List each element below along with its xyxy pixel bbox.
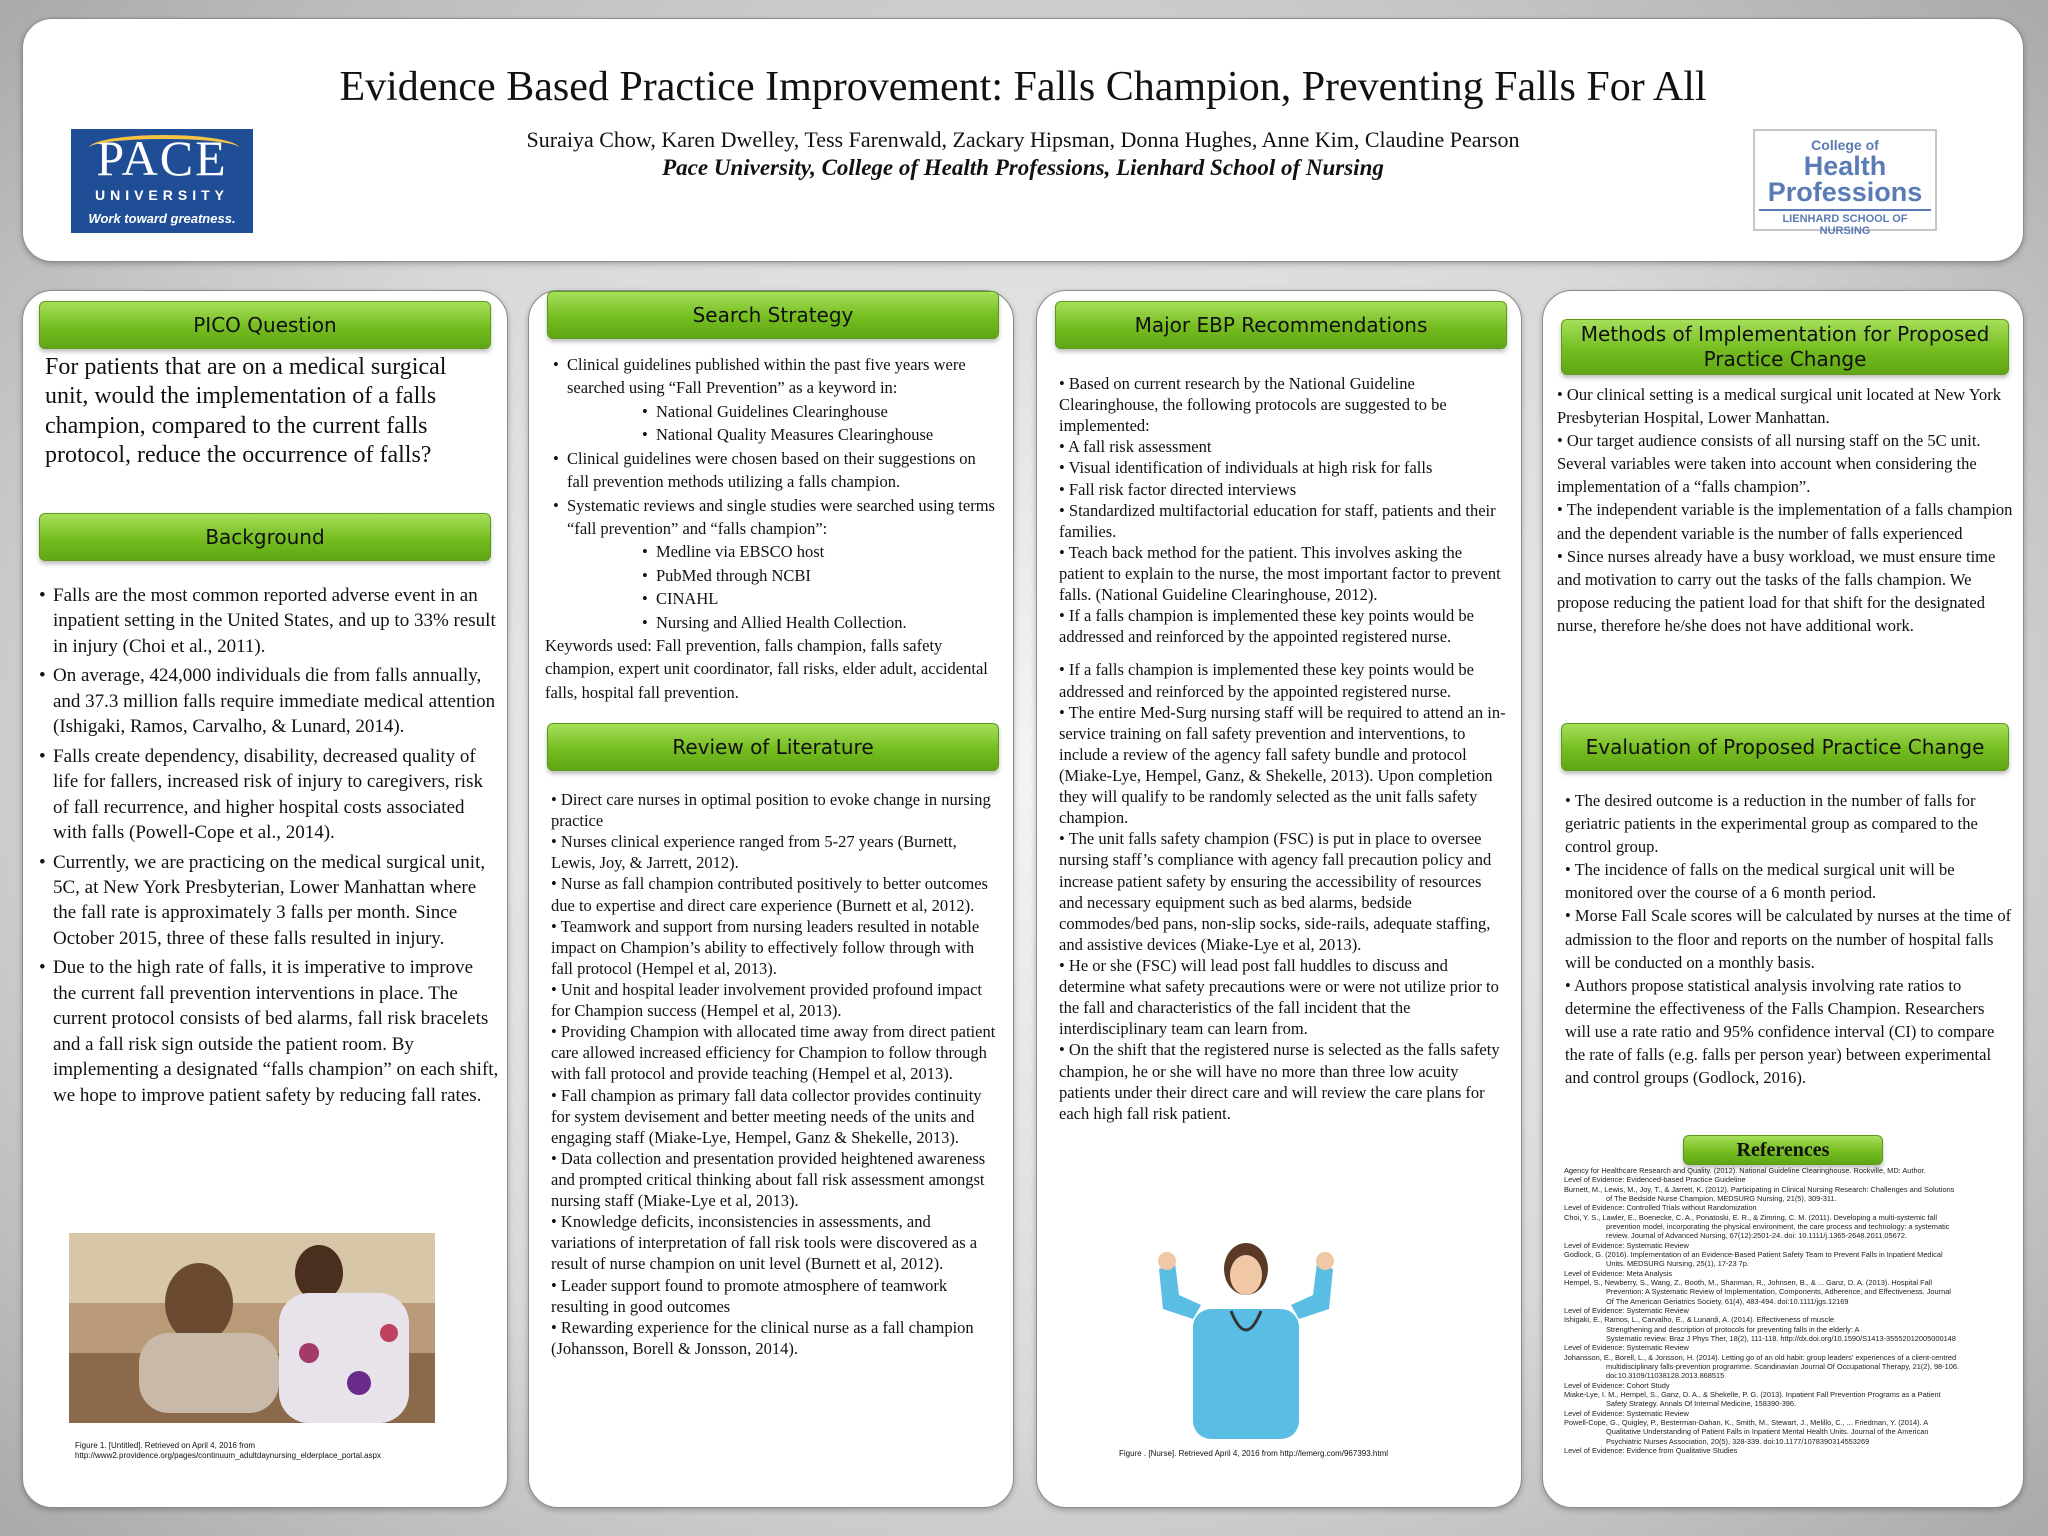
header-panel [22,18,2024,262]
column-1-panel [22,290,508,1508]
recommendation-item: • A fall risk assessment [1059,437,1212,457]
methods-item: • Our target audience consists of all nursing staff on the 5C unit. Several variables were taken into account when considering the implementation of a “falls champion”. [1557,431,1981,497]
literature-item: • Unit and hospital leader involvement provided profound impact for Champion success (Hempel et al, 2013). [551,979,983,1021]
reference-line: Choi, Y. S., Lawler, E., Boenecke, C. A., Ponatoski, E. R., & Zimring, C. M. (2011). Developing a multi-systemic fall [1564,1212,1937,1222]
reference-line: Johansson, E., Borell, L., & Jonsson, H. (2014). Letting go of an old habit: group leaders' experiences of a client-centred [1564,1352,1957,1362]
chp-logo-line2: Health [1803,151,1887,181]
literature-item: • Providing Champion with allocated time away from direct patient care allowed increased efficiency for Champion to follow through with fall protocol and provide teaching (Hempel et al, 2013). [551,1022,996,1084]
search-strategy-text [545,353,999,704]
reference-line: Systematic review. Braz J Phys Ther, 18(2), 111-118. http://dx.doi.org/10.1590/S1413-35552012005000148 [1606,1333,1956,1343]
reference-line: Units. MEDSURG Nursing, 25(1), 17-23 7p. [1606,1259,1749,1269]
reference-line: Agency for Healthcare Research and Quality. (2012). National Guideline Clearinghouse. Rockville, MD: Author. [1564,1166,1926,1175]
reference-line: Level of Evidence: Systematic Review [1564,1408,1689,1418]
search-sub-item: • National Guidelines Clearinghouse [656,400,999,423]
references-list [1564,1166,2012,1455]
figure-1-caption-line1: Figure 1. [Untitled]. Retrieved on April 4, 2016 from [75,1441,256,1450]
background-item: • Falls create dependency, disability, decreased quality of life for fallers, increased risk of injury to caregivers, risk of fall recurrence, and higher hospital costs associated with falls (Powell-Cope et al., 2014). [53,744,499,846]
background-list [37,583,499,1112]
reference-line: Ishigaki, E., Ramos, L., Carvalho, E., & Lunardi, A. (2014). Effectiveness of muscle [1564,1315,1835,1325]
background-item: • On average, 424,000 individuals die from falls annually, and 37.3 million falls require immediate medical attention (Ishigaki, Ramos, Carvalho, & Lunard, 2014). [53,663,499,739]
literature-item: • Fall champion as primary fall data collector provides continuity for system devisement and better meeting needs of the units and engaging staff (Miake-Lye, Hempel, Ganz & Shekelle, 2013). [551,1085,982,1147]
search-item-1: • Clinical guidelines published within the past five years were searched using “Fall Prevention” as a keyword in: [567,353,999,400]
recommendation-item: • Teach back method for the patient. This involves asking the patient to explain to the nurse, the most important factor to prevent falls. (National Guideline Clearinghouse, 2012). [1059,542,1501,605]
literature-item: • Rewarding experience for the clinical nurse as a fall champion (Johansson, Borell & Jonsson, 2014). [551,1317,974,1358]
reference-line: Level of Evidence: Evidenced-based Practice Guideline [1564,1175,1746,1185]
search-heading: Search Strategy [547,291,999,339]
affiliation: Pace University, College of Health Professions, Lienhard School of Nursing [662,155,1384,180]
authors: Suraiya Chow, Karen Dwelley, Tess Farenwald, Zackary Hipsman, Donna Hughes, Anne Kim, Claudine Pearson [526,127,1520,152]
figure-1-caption-line2: http://www2.providence.org/pages/continuum_adultdaynursing_elderplace_portal.aspx [75,1451,381,1460]
literature-item: • Data collection and presentation provided heightened awareness and prompted critical thinking about fall risk assessment amongst nursing staff (Miake-Lye et al, 2013). [551,1148,986,1211]
evaluation-item: • Morse Fall Scale scores will be calculated by nurses at the time of admission to the floor and reports on the number of hospital falls will be conducted on a monthly basis. [1565,906,2012,972]
figure-nurse-caption: Figure . [Nurse]. Retrieved April 4, 2016 from http://lemerg.com/967393.html [1119,1449,1389,1458]
reference-line: of The Bedside Nurse Champion. MEDSURG Nursing, 21(5), 309-311. [1606,1193,1837,1203]
reference-line: Level of Evidence: Cohort Study [1564,1380,1670,1390]
references-heading: References [1683,1135,1883,1165]
literature-item: • Nurse as fall champion contributed positively to better outcomes due to expertise and direct care experience (Burnett et al, 2012). [551,874,988,915]
reference-line: Prevention: A Systematic Review of Implementation, Components, Adherence, and Effectiveness. Journal [1606,1287,1951,1297]
recommendation-item: • On the shift that the registered nurse is selected as the falls safety champion, he or she will have no more than three low acuity patients under their direct care and will review the care plans for each high fall risk patient. [1059,1040,1500,1123]
chp-logo-line3: Professions [1767,177,1923,207]
reference-line: Of The American Geriatrics Society, 61(4), 483-494. doi:10.1111/jgs.12169 [1606,1296,1849,1306]
elderly-care-photo [69,1233,435,1423]
literature-heading: Review of Literature [547,723,999,771]
methods-item: • The independent variable is the implementation of a falls champion and the dependent variable is the number of falls experienced [1557,500,2013,543]
recommendation-item: • Visual identification of individuals at high risk for falls [1059,458,1433,478]
literature-item: • Leader support found to promote atmosphere of teamwork resulting in good outcomes [551,1275,948,1316]
pace-swoosh-icon [89,135,239,161]
chp-logo-line4: LIENHARD SCHOOL OF NURSING [1759,209,1931,237]
reference-line: Safety Strategy. Annals Of Internal Medicine, 158390-396. [1606,1399,1797,1409]
recommendation-item: • Standardized multifactorial education for staff, patients and their families. [1059,500,1496,541]
search-item-3: • Systematic reviews and single studies were searched using terms “fall prevention” and “falls champion”: [567,494,999,541]
reference-line: review. Journal of Advanced Nursing, 67(12):2501-24. doi: 10.1111/j.1365-2648.2011.05672. [1606,1231,1908,1241]
reference-line: Miake-Lye, I. M., Hempel, S., Ganz, D. A., & Shekelle, P. G. (2013). Inpatient Fall Prevention Programs as a Patient [1564,1389,1941,1399]
literature-list [551,789,999,1359]
column-2-panel [528,290,1014,1508]
figure-1-caption [75,1441,495,1461]
pace-logo-university: UNIVERSITY [94,187,229,203]
background-item: • Currently, we are practicing on the medical surgical unit, 5C, at New York Presbyterian, Lower Manhattan where the fall rate is approximately 3 falls per month. Since October 2015, three of these falls resulted in injury. [53,850,499,952]
pico-question: For patients that are on a medical surgical unit, would the implementation of a falls champion, compared to the current falls protocol, reduce the occurrence of falls? [45,354,447,468]
methods-item: • Our clinical setting is a medical surgical unit located at New York Presbyterian Hospital, Lower Manhattan. [1557,385,2001,428]
column-3-panel [1036,290,1522,1508]
search-sub-item: • National Quality Measures Clearinghouse [656,423,999,446]
reference-line: Burnett, M., Lewis, M., Joy, T., & Jarrett, K. (2012). Participating in Clinical Nursing Research: Challenges and Solutions [1564,1184,1955,1194]
methods-heading: Methods of Implementation for Proposed Practice Change [1561,319,2009,375]
search-item-2: • Clinical guidelines were chosen based on their suggestions on fall prevention methods utilizing a falls champion. [567,447,999,494]
reference-line: Level of Evidence: Systematic Review [1564,1240,1689,1250]
background-item: • Falls are the most common reported adverse event in an inpatient setting in the United States, and up to 33% result in injury (Choi et al., 2011). [53,583,499,659]
evaluation-item: • The incidence of falls on the medical surgical unit will be monitored over the course of a 6 month period. [1565,860,1955,903]
recommendations-heading: Major EBP Recommendations [1055,301,1507,349]
reference-line: Level of Evidence: Systematic Review [1564,1305,1689,1315]
reference-line: multidisciplinary falls-prevention programme. Scandinavian Journal Of Occupational Therapy, 21(2), 98-106. [1606,1361,1960,1371]
pace-university-logo [71,129,253,233]
recommendation-item: • The entire Med-Surg nursing staff will be required to attend an in-service training on fall safety prevention and interventions, to include a review of the agency fall safety bundle and protocol (Miake-Lye, Hempel, Ganz, & Shekelle, 2013). Upon completion they will qualify to be randomly selected as the unit falls safety champion. [1059,702,1506,828]
reference-line: Level of Evidence: Systematic Review [1564,1343,1689,1353]
chp-logo-line1: College of [1811,137,1879,153]
pace-logo-name: PACE [96,130,228,186]
chp-logo [1753,129,1937,237]
recommendation-item: • If a falls champion is implemented these key points would be addressed and reinforced by the appointed registered nurse. [1059,660,1474,701]
reference-line: prevention model, incorporating the physical environment, the care process and technology: a systematic [1606,1221,1950,1231]
search-sub-item: • Nursing and Allied Health Collection. [656,611,999,634]
reference-line: Strengthening and description of protocols for preventing falls in the elderly: A [1606,1324,1860,1334]
background-heading: Background [39,513,491,561]
literature-item: • Teamwork and support from nursing leaders resulted in notable impact on Champion’s ability to effectively follow through with fall protocol (Hempel et al, 2013). [551,916,980,978]
recommendation-item: • Fall risk factor directed interviews [1059,479,1297,499]
nurse-photo [1153,1239,1339,1439]
reference-line: Psychiatric Nurses Association, 20(5), 328-339. doi:10.1177/1078390314553269 [1606,1436,1870,1446]
background-item: • Due to the high rate of falls, it is imperative to improve the current fall prevention interventions in place. The current protocol consists of bed alarms, fall risk bracelets and a fall risk sign outside the patient room. By implementing a designated “falls champion” on each shift, we hope to improve patient safety by reducing fall rates. [53,955,499,1108]
recommendation-item: • The unit falls safety champion (FSC) is put in place to oversee nursing staff’s compliance with agency fall precaution policy and increase patient safety by ensuring the accessibility of resources and necessary equipment such as bed alarms, bedside commodes/bed pans, non-slip socks, side-rails, adequate staffing, and assistive devices (Miake-Lye et al, 2013). [1059,829,1492,954]
reference-line: Level of Evidence: Evidence from Qualitative Studies [1564,1445,1738,1455]
methods-item: • Since nurses already have a busy workload, we must ensure time and motivation to carry out the tasks of the falls champion. We propose reducing the patient load for that shift for the designated nurse, therefore he/she does not have additional work. [1557,546,1996,635]
literature-item: • Knowledge deficits, inconsistencies in assessments, and variations of interpretation of fall risk tools were discovered as a result of nurse champion on unit level (Burnett et al, 2012). [551,1212,978,1274]
reference-line: Godlock, G. (2016). Implementation of an Evidence-Based Patient Safety Team to Prevent Falls in Inpatient Medical [1564,1249,1943,1259]
reference-line: doi:10.3109/11038128.2013.868515 [1606,1371,1725,1381]
reference-line: Powell-Cope, G., Quigley, P., Besterman-Dahan, K., Smith, M., Stewart, J., Melillo, C., ... Friedman, Y. (2014). A [1564,1417,1929,1427]
methods-list [1557,383,2013,637]
search-sub-item: • PubMed through NCBI [656,564,999,587]
reference-line: Level of Evidence: Controlled Trials without Randomization [1564,1203,1757,1213]
recommendations-list [1059,373,1509,1124]
evaluation-item: • Authors propose statistical analysis involving rate ratios to determine the effectiveness of the Falls Champion. Researchers will use a rate ratio and 95% confidence interval (CI) to compare the rate of falls (e.g. falls per person year) between experimental and control groups (Godlock, 2016). [1565,975,1995,1088]
pace-logo-tagline: Work toward greatness. [88,211,236,226]
evaluation-item: • The desired outcome is a reduction in the number of falls for geriatric patients in the experimental group as compared to the control group. [1565,791,1978,857]
recommendation-item: • He or she (FSC) will lead post fall huddles to discuss and determine what safety precautions were or were not utilize prior to the fall and characteristics of the fall incident that the interdisciplinary team can learn from. [1059,955,1499,1039]
search-sub-item: • Medline via EBSCO host [656,540,999,563]
pico-heading: PICO Question [39,301,491,349]
search-keywords: Keywords used: Fall prevention, falls champion, falls safety champion, expert unit coordinator, fall risks, elder adult, accidental falls, hospital fall prevention. [545,636,988,702]
recommendation-item: • If a falls champion is implemented these key points would be addressed and reinforced by the appointed registered nurse. [1059,606,1474,647]
search-sub-item: • CINAHL [656,587,999,610]
reference-line: Level of Evidence: Meta Analysis [1564,1268,1673,1278]
evaluation-heading: Evaluation of Proposed Practice Change [1561,723,2009,771]
reference-line: Hempel, S., Newberry, S., Wang, Z., Booth, M., Shanman, R., Johnsen, B., & ... Ganz, D. A. (2013). Hospital Fall [1564,1277,1933,1287]
evaluation-list [1565,789,2013,1089]
recommendation-item: • Based on current research by the National Guideline Clearinghouse, the following protocols are suggested to be implemented: [1059,374,1447,436]
literature-item: • Direct care nurses in optimal position to evoke change in nursing practice [551,790,991,831]
reference-line: Qualitative Understanding of Patient Falls in Inpatient Mental Health Units. Journal of the American [1606,1427,1929,1437]
literature-item: • Nurses clinical experience ranged from 5-27 years (Burnett, Lewis, Joy, & Jarrett, 2012). [551,832,957,873]
poster-title: Evidence Based Practice Improvement: Falls Champion, Preventing Falls For All [339,64,1707,110]
